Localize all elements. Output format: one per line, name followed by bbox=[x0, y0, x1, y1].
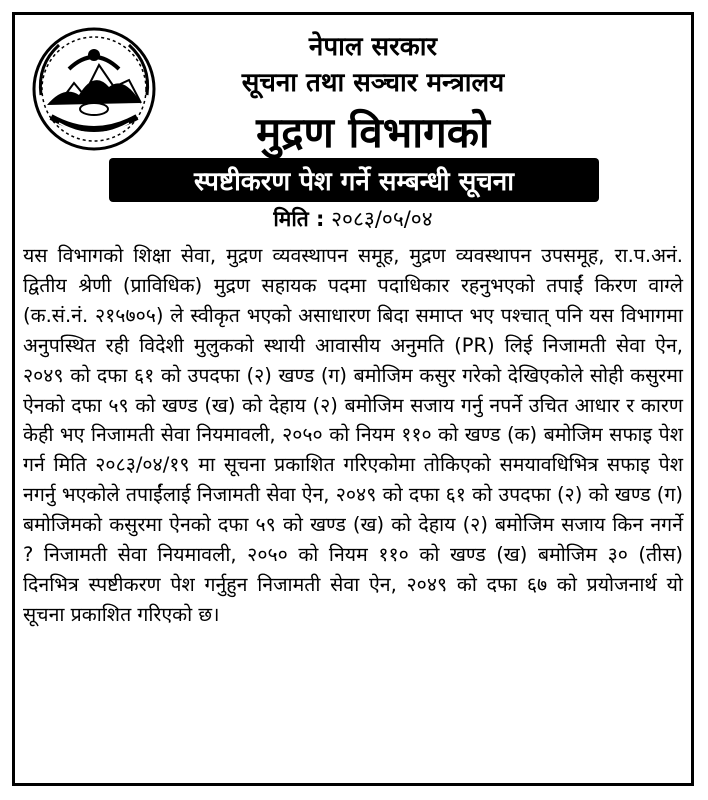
date-label: मिति : bbox=[273, 207, 325, 231]
notice-frame bbox=[12, 12, 694, 786]
date-value: २०८३/०५/०४ bbox=[331, 207, 433, 231]
date-row bbox=[15, 205, 691, 233]
notice-title-banner bbox=[109, 158, 599, 202]
government-name: नेपाल सरकार bbox=[308, 32, 438, 62]
ministry-name: सूचना तथा सञ्चार मन्त्रालय bbox=[241, 68, 505, 98]
notice-body: यस विभागको शिक्षा सेवा, मुद्रण व्यवस्थापन समूह, मुद्रण व्यवस्थापन उपसमूह, रा.प.अनं. द्वितीय श्रेणी (प्राविधिक) मुद्रण सहायक पदमा पदाधिकार रहनुभएको तपाईं किरण वाग्ले (क.सं.नं. २१५७०५) ले स्वीकृत भएको असाधारण बिदा समाप्त भए पश्चात् पनि यस विभागमा अनुपस्थित रही विदेशी मुलुकको स्थायी आवासीय अनुमति (PR) लिई निजामती सेवा ऐन, २०४९ को दफा ६१ को उपदफा (२) खण्ड (ग) बमोजिम कसुर गरेको देखिएकोले सोही कसुरमा ऐनको दफा ५९ को खण्ड (ख) को देहाय (२) बमोजिम सजाय गर्नु नपर्ने उचित आधार र कारण केही भए निजामती सेवा नियमावली, २०५० को नियम ११० को खण्ड (क) बमोजिम सफाइ पेश गर्न मिति २०८३/०४/१९ मा सूचना प्रकाशित गरिएकोमा तोकिएको समयावधिभित्र सफाइ पेश नगर्नु भएकोले तपाईंलाई निजामती सेवा ऐन, २०४९ को दफा ६१ को उपदफा (२) को खण्ड (ग) बमोजिमको कसुरमा ऐनको दफा ५९ को खण्ड (ख) को देहाय (२) बमोजिम सजाय किन नगर्ने ? निजामती सेवा नियमावली, २०५० को नियम ११० को खण्ड (ख) बमोजिम ३० (तीस) दिनभित्र स्पष्टीकरण पेश गर्नुहुन निजामती सेवा ऐन, २०४९ को दफा ६७ को प्रयोजनार्थ यो सूचना प्रकाशित गरिएको छ। bbox=[23, 244, 683, 626]
department-name: मुद्रण विभागको bbox=[256, 108, 490, 157]
notice-title: स्पष्टीकरण पेश गर्ने सम्बन्धी सूचना bbox=[194, 167, 514, 197]
